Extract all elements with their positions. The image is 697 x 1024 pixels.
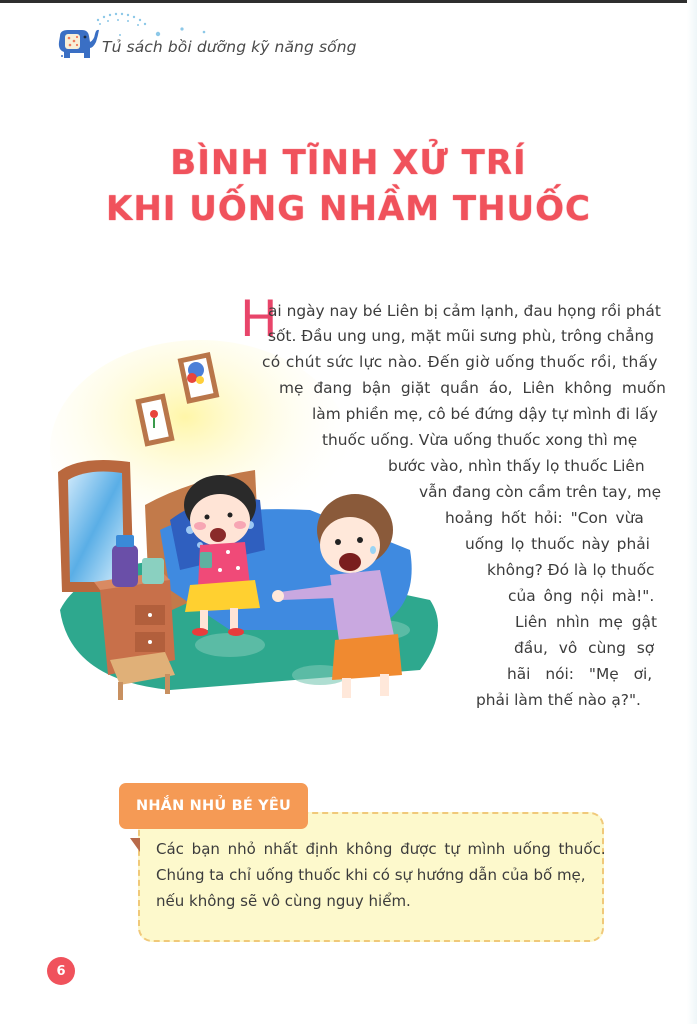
story-line: làm phiền mẹ, cô bé đứng dậy tự mình đi lấy bbox=[312, 405, 658, 423]
elephant-icon bbox=[52, 26, 100, 66]
story-line: vẫn đang còn cầm trên tay, mẹ bbox=[419, 483, 662, 501]
advice-text bbox=[156, 836, 606, 914]
story-line: bước vào, nhìn thấy lọ thuốc Liên bbox=[388, 457, 645, 475]
story-line: uống lọ thuốc này phải bbox=[465, 535, 650, 553]
page-number: 6 bbox=[47, 957, 75, 985]
story-line: có chút sức lực nào. Đến giờ uống thuốc rồi, thấy bbox=[262, 353, 658, 371]
advice-line: nếu không sẽ vô cùng nguy hiểm. bbox=[156, 892, 411, 910]
story-line: phải làm thế nào ạ?". bbox=[476, 691, 641, 709]
advice-tag bbox=[122, 786, 305, 826]
advice-callout bbox=[130, 800, 604, 942]
advice-line: Các bạn nhỏ nhất định không được tự mình uống thuốc. bbox=[156, 840, 606, 858]
story-line: thuốc uống. Vừa uống thuốc xong thì mẹ bbox=[322, 431, 638, 449]
story-line: sốt. Đầu ung ung, mặt mũi sưng phù, trông chẳng bbox=[268, 327, 655, 345]
advice-tag-label: NHẮN NHỦ BÉ YÊU bbox=[136, 798, 291, 814]
story-line: mẹ đang bận giặt quần áo, Liên không muốn bbox=[279, 379, 666, 397]
title-line-2: KHI UỐNG NHẦM THUỐC bbox=[105, 189, 591, 229]
ribbon-fold bbox=[130, 838, 140, 852]
story-line: không? Đó là lọ thuốc bbox=[487, 561, 655, 579]
story-line: Liên nhìn mẹ gật bbox=[515, 613, 657, 631]
page-title bbox=[0, 140, 697, 232]
title-line-1: BÌNH TĨNH XỬ TRÍ bbox=[170, 143, 527, 183]
story-line: hoảng hốt hỏi: "Con vừa bbox=[445, 509, 644, 527]
advice-line: Chúng ta chỉ uống thuốc khi có sự hướng dẫn của bố mẹ, bbox=[156, 866, 586, 884]
top-border bbox=[0, 0, 697, 3]
story-line: đầu, vô cùng sợ bbox=[514, 639, 655, 657]
series-header bbox=[52, 10, 382, 65]
series-title: Tủ sách bồi dưỡng kỹ năng sống bbox=[102, 38, 357, 56]
story-line: của ông nội mà!". bbox=[508, 587, 655, 605]
story-line: ai ngày nay bé Liên bị cảm lạnh, đau họng rồi phát bbox=[268, 302, 661, 320]
dropcap-letter: H bbox=[240, 290, 278, 348]
story-line: hãi nói: "Mẹ ơi, bbox=[507, 665, 653, 683]
